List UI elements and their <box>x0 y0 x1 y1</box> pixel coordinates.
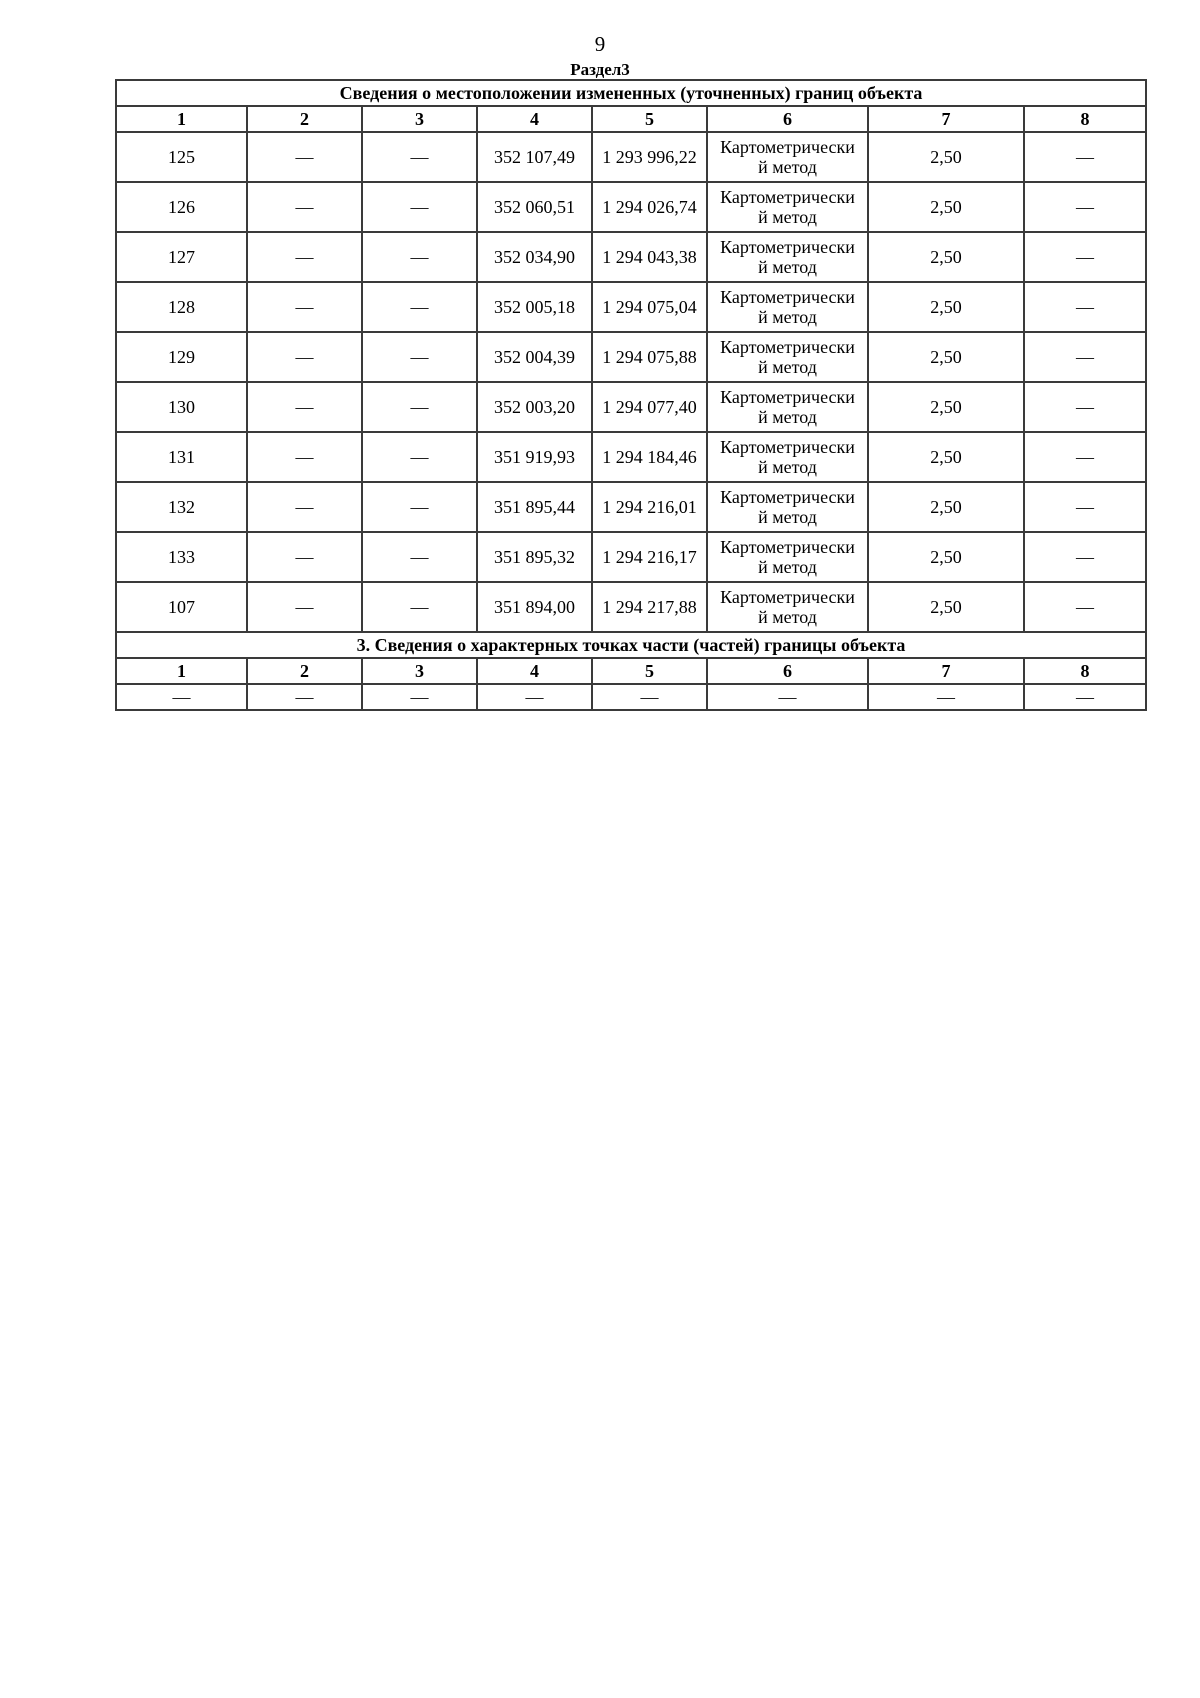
column-header: 4 <box>477 106 592 132</box>
x-coordinate-cell: 351 919,93 <box>477 432 592 482</box>
x-coordinate-cell: 351 895,44 <box>477 482 592 532</box>
column-header: 8 <box>1024 658 1146 684</box>
x-coordinate-cell: 352 003,20 <box>477 382 592 432</box>
method-line-2: й метод <box>758 557 817 577</box>
accuracy-cell: 2,50 <box>868 582 1024 632</box>
cell-col3: — <box>362 532 477 582</box>
method-cell <box>707 532 868 582</box>
column-header: 3 <box>362 658 477 684</box>
cell-col3: — <box>362 582 477 632</box>
accuracy-cell: 2,50 <box>868 482 1024 532</box>
point-number-cell: 128 <box>116 282 247 332</box>
cell-col3: — <box>362 232 477 282</box>
cell-col8: — <box>1024 382 1146 432</box>
cell-col3: — <box>362 382 477 432</box>
method-cell <box>707 582 868 632</box>
y-coordinate-cell: 1 294 043,38 <box>592 232 707 282</box>
method-line-1: Картометрически <box>720 587 855 607</box>
empty-cell: — <box>477 684 592 710</box>
method-line-2: й метод <box>758 257 817 277</box>
cell-col8: — <box>1024 182 1146 232</box>
x-coordinate-cell: 352 034,90 <box>477 232 592 282</box>
x-coordinate-cell: 351 895,32 <box>477 532 592 582</box>
cell-col2: — <box>247 432 362 482</box>
method-line-1: Картометрически <box>720 337 855 357</box>
cell-col2: — <box>247 382 362 432</box>
method-cell <box>707 382 868 432</box>
x-coordinate-cell: 352 004,39 <box>477 332 592 382</box>
cell-col8: — <box>1024 132 1146 182</box>
table-header-row <box>116 106 1146 132</box>
cell-col2: — <box>247 332 362 382</box>
column-header: 3 <box>362 106 477 132</box>
accuracy-cell: 2,50 <box>868 432 1024 482</box>
accuracy-cell: 2,50 <box>868 282 1024 332</box>
cell-col3: — <box>362 182 477 232</box>
cell-col8: — <box>1024 582 1146 632</box>
column-header: 2 <box>247 658 362 684</box>
subsection-caption-row <box>116 632 1146 658</box>
point-number-cell: 127 <box>116 232 247 282</box>
cell-col2: — <box>247 482 362 532</box>
y-coordinate-cell: 1 294 075,04 <box>592 282 707 332</box>
table-row <box>116 232 1146 282</box>
table-caption: Сведения о местоположении измененных (уточненных) границ объекта <box>116 80 1146 106</box>
y-coordinate-cell: 1 294 026,74 <box>592 182 707 232</box>
method-cell <box>707 132 868 182</box>
empty-cell: — <box>1024 684 1146 710</box>
point-number-cell: 131 <box>116 432 247 482</box>
section-label: Раздел3 <box>570 60 630 79</box>
empty-cell: — <box>116 684 247 710</box>
empty-cell: — <box>868 684 1024 710</box>
cell-col8: — <box>1024 482 1146 532</box>
point-number-cell: 132 <box>116 482 247 532</box>
page-number: 9 <box>594 32 606 56</box>
column-header: 5 <box>592 658 707 684</box>
point-number-cell: 133 <box>116 532 247 582</box>
method-line-1: Картометрически <box>720 187 855 207</box>
column-header: 4 <box>477 658 592 684</box>
method-line-1: Картометрически <box>720 487 855 507</box>
subsection-header-row <box>116 658 1146 684</box>
method-cell <box>707 332 868 382</box>
column-header: 6 <box>707 658 868 684</box>
column-header: 1 <box>116 106 247 132</box>
column-header: 7 <box>868 106 1024 132</box>
column-header: 8 <box>1024 106 1146 132</box>
method-line-1: Картометрически <box>720 537 855 557</box>
point-number-cell: 126 <box>116 182 247 232</box>
accuracy-cell: 2,50 <box>868 532 1024 582</box>
cell-col3: — <box>362 432 477 482</box>
method-line-2: й метод <box>758 607 817 627</box>
cell-col2: — <box>247 132 362 182</box>
x-coordinate-cell: 352 107,49 <box>477 132 592 182</box>
column-header: 2 <box>247 106 362 132</box>
table-row <box>116 432 1146 482</box>
y-coordinate-cell: 1 294 075,88 <box>592 332 707 382</box>
table-row <box>116 332 1146 382</box>
method-line-2: й метод <box>758 307 817 327</box>
cell-col8: — <box>1024 232 1146 282</box>
cell-col2: — <box>247 232 362 282</box>
method-line-1: Картометрически <box>720 387 855 407</box>
cell-col2: — <box>247 582 362 632</box>
cell-col3: — <box>362 332 477 382</box>
cell-col2: — <box>247 182 362 232</box>
table-row <box>116 532 1146 582</box>
table-row <box>116 182 1146 232</box>
cell-col3: — <box>362 282 477 332</box>
method-line-1: Картометрически <box>720 237 855 257</box>
column-header: 7 <box>868 658 1024 684</box>
point-number-cell: 130 <box>116 382 247 432</box>
point-number-cell: 125 <box>116 132 247 182</box>
y-coordinate-cell: 1 294 216,17 <box>592 532 707 582</box>
cell-col8: — <box>1024 332 1146 382</box>
cell-col2: — <box>247 532 362 582</box>
x-coordinate-cell: 352 060,51 <box>477 182 592 232</box>
empty-cell: — <box>362 684 477 710</box>
cell-col8: — <box>1024 432 1146 482</box>
accuracy-cell: 2,50 <box>868 132 1024 182</box>
subsection-empty-row <box>116 684 1146 710</box>
point-number-cell: 107 <box>116 582 247 632</box>
empty-cell: — <box>707 684 868 710</box>
cell-col2: — <box>247 282 362 332</box>
method-cell <box>707 182 868 232</box>
method-cell <box>707 432 868 482</box>
method-line-2: й метод <box>758 157 817 177</box>
cell-col3: — <box>362 132 477 182</box>
method-line-1: Картометрически <box>720 437 855 457</box>
cell-col8: — <box>1024 532 1146 582</box>
table-row <box>116 482 1146 532</box>
table-row <box>116 382 1146 432</box>
y-coordinate-cell: 1 293 996,22 <box>592 132 707 182</box>
method-cell <box>707 482 868 532</box>
empty-cell: — <box>592 684 707 710</box>
y-coordinate-cell: 1 294 184,46 <box>592 432 707 482</box>
method-line-2: й метод <box>758 407 817 427</box>
accuracy-cell: 2,50 <box>868 382 1024 432</box>
column-header: 1 <box>116 658 247 684</box>
method-line-2: й метод <box>758 207 817 227</box>
subsection-caption: 3. Сведения о характерных точках части (частей) границы объекта <box>116 632 1146 658</box>
y-coordinate-cell: 1 294 217,88 <box>592 582 707 632</box>
column-header: 6 <box>707 106 868 132</box>
boundary-table <box>115 79 1147 711</box>
x-coordinate-cell: 351 894,00 <box>477 582 592 632</box>
y-coordinate-cell: 1 294 216,01 <box>592 482 707 532</box>
table-row <box>116 582 1146 632</box>
column-header: 5 <box>592 106 707 132</box>
accuracy-cell: 2,50 <box>868 232 1024 282</box>
method-cell <box>707 282 868 332</box>
x-coordinate-cell: 352 005,18 <box>477 282 592 332</box>
method-line-2: й метод <box>758 457 817 477</box>
method-line-2: й метод <box>758 357 817 377</box>
method-line-2: й метод <box>758 507 817 527</box>
method-line-1: Картометрически <box>720 287 855 307</box>
method-line-1: Картометрически <box>720 137 855 157</box>
table-caption-row <box>116 80 1146 106</box>
y-coordinate-cell: 1 294 077,40 <box>592 382 707 432</box>
cell-col8: — <box>1024 282 1146 332</box>
empty-cell: — <box>247 684 362 710</box>
table-row <box>116 132 1146 182</box>
table-row <box>116 282 1146 332</box>
cell-col3: — <box>362 482 477 532</box>
method-cell <box>707 232 868 282</box>
accuracy-cell: 2,50 <box>868 332 1024 382</box>
accuracy-cell: 2,50 <box>868 182 1024 232</box>
point-number-cell: 129 <box>116 332 247 382</box>
